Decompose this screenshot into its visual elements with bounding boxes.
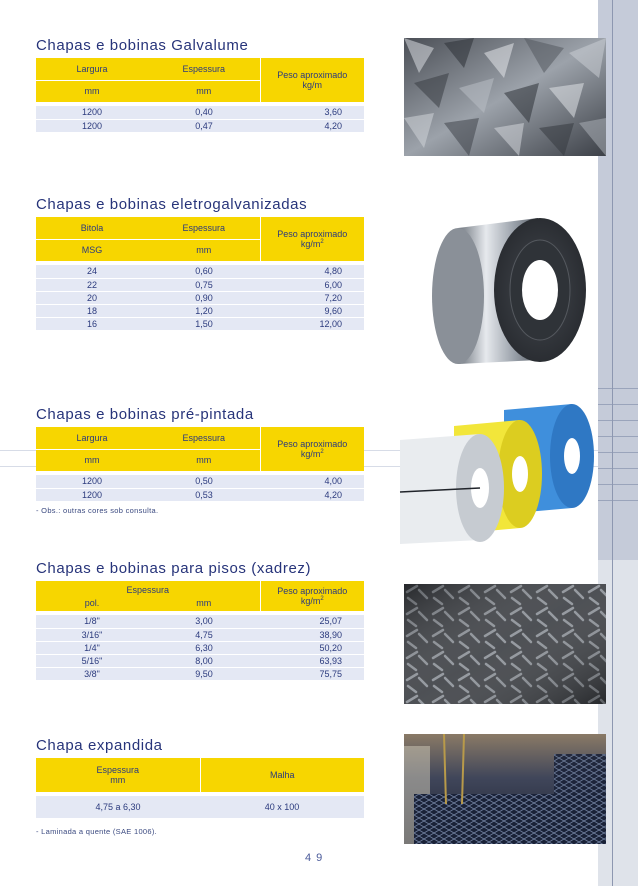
- column-unit: mm: [148, 80, 260, 102]
- table-row: 20 0,90 7,20: [36, 291, 364, 304]
- table-row: 1/8" 3,00 25,07: [36, 615, 364, 628]
- note: - Laminada a quente (SAE 1006).: [36, 826, 158, 836]
- column-header: Peso aproximado kg/m: [260, 58, 364, 102]
- column-unit: pol.: [36, 595, 148, 611]
- table-row: 1/4" 6,30 50,20: [36, 641, 364, 654]
- table-row: 1200 0,50 4,00: [36, 475, 364, 488]
- column-unit: mm: [148, 449, 260, 471]
- steel-coil-photo: [418, 210, 590, 370]
- section-title: Chapas e bobinas para pisos (xadrez): [36, 560, 312, 577]
- column-header: Peso aproximado $kg/m^2$: [260, 581, 364, 611]
- column-unit: mm: [148, 239, 260, 261]
- table-row: 4,75 a 6,30 40 x 100: [36, 796, 364, 818]
- section-galvalume: [36, 37, 364, 133]
- column-header: Espessura: [148, 58, 260, 80]
- table-row: 1200 0,40 3,60: [36, 106, 364, 119]
- table-row: 3/16" 4,75 38,90: [36, 628, 364, 641]
- column-unit: MSG: [36, 239, 148, 261]
- section-pre-pintada: [36, 406, 364, 515]
- section-expandida: [36, 737, 364, 836]
- painted-coils-photo: [392, 400, 598, 544]
- section-title: Chapas e bobinas eletrogalvanizadas: [36, 196, 308, 213]
- table-row: 5/16" 8,00 63,93: [36, 654, 364, 667]
- column-unit: mm: [36, 449, 148, 471]
- expandida-table: [36, 758, 364, 819]
- column-header: Peso aproximado $kg/m^2$: [260, 217, 364, 261]
- expanded-metal-photo: [404, 734, 606, 844]
- column-header: Largura: [36, 427, 148, 449]
- table-row: 18 1,20 9,60: [36, 304, 364, 317]
- section-eletrogalvanizadas: [36, 196, 364, 331]
- table-row: 22 0,75 6,00: [36, 278, 364, 291]
- table-row: 1200 0,53 4,20: [36, 488, 364, 501]
- column-header: Espessura mm: [36, 758, 200, 792]
- pre-pintada-table: [36, 427, 364, 502]
- table-row: 24 0,60 4,80: [36, 265, 364, 278]
- note: - Obs.: outras cores sob consulta.: [36, 505, 159, 515]
- column-header: Espessura: [36, 581, 260, 595]
- table-row: 3/8" 9,50 75,75: [36, 667, 364, 680]
- column-header: Largura: [36, 58, 148, 80]
- galvalume-table: [36, 58, 364, 133]
- column-unit: mm: [148, 595, 260, 611]
- section-title: Chapas e bobinas pré-pintada: [36, 406, 254, 423]
- section-pisos: [36, 560, 364, 681]
- column-unit: mm: [36, 80, 148, 102]
- column-header: Espessura: [148, 427, 260, 449]
- column-header: Malha: [200, 758, 364, 792]
- section-title: Chapa expandida: [36, 737, 163, 754]
- section-title: Chapas e bobinas Galvalume: [36, 37, 249, 54]
- tread-plate-photo: [404, 584, 606, 704]
- table-row: 1200 0,47 4,20: [36, 119, 364, 132]
- vertical-divider: [612, 0, 613, 886]
- table-row: 16 1,50 12,00: [36, 317, 364, 330]
- column-header: Espessura: [148, 217, 260, 239]
- column-header: Bitola: [36, 217, 148, 239]
- page-number: 4 9: [305, 852, 324, 864]
- eletrogalvanizadas-table: [36, 217, 364, 331]
- pisos-table: [36, 581, 364, 681]
- galvalume-sheet-photo: [404, 38, 606, 156]
- column-header: Peso aproximado $kg/m^2$: [260, 427, 364, 471]
